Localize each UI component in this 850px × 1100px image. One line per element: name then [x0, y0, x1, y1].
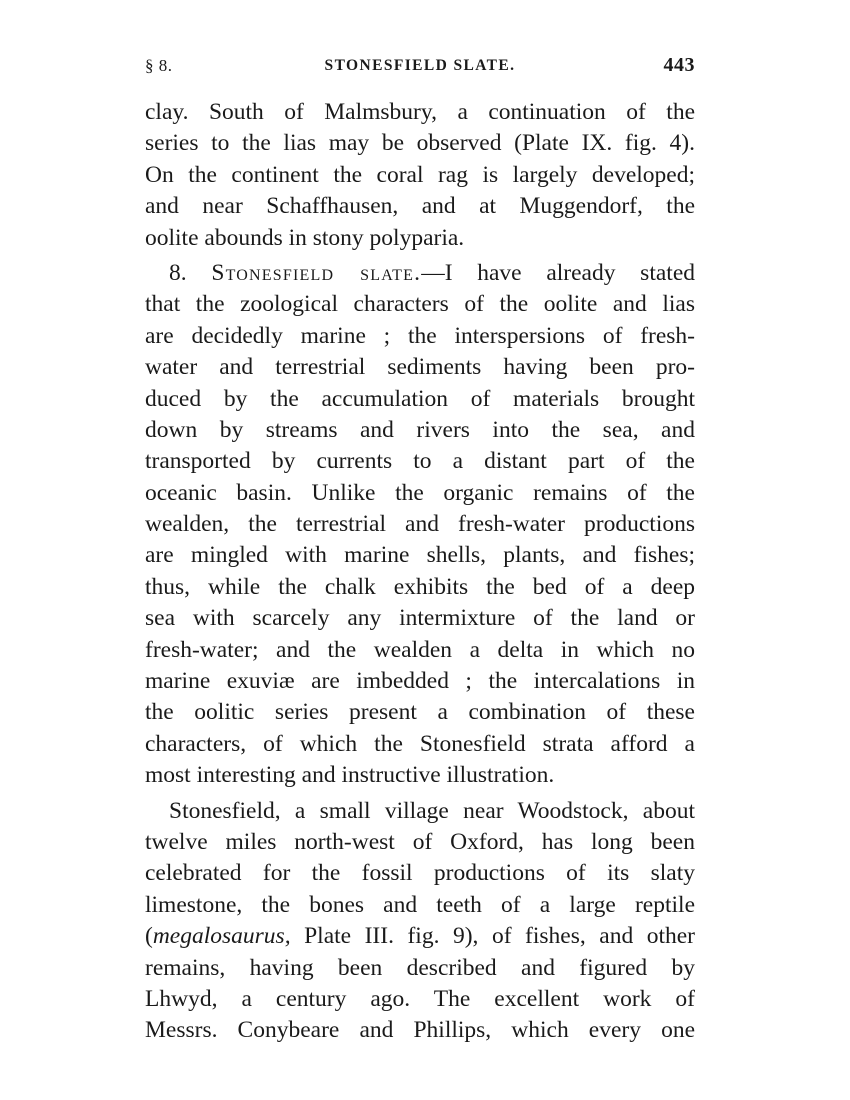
text-line: down by streams and rivers into the sea, and: [145, 416, 695, 443]
text-line: are decidedly marine ; the interspersions of fresh-: [145, 322, 695, 349]
body-text: [145, 97, 695, 1047]
text-line: Stonesfield, a small village near Woodstock, about: [169, 797, 695, 824]
text-line: are mingled with marine shells, plants, and fishes;: [145, 542, 695, 569]
text-line: wealden, the terrestrial and fresh-water productions: [145, 511, 695, 538]
running-title: STONESFIELD SLATE.: [324, 57, 516, 74]
text-line: limestone, the bones and teeth of a large reptile: [145, 891, 695, 918]
text-line: water and terrestrial sediments having been pro-: [145, 354, 695, 381]
section-marker: § 8.: [145, 56, 173, 75]
paragraph-stonesfield: [145, 796, 695, 1047]
text-line: remains, having been described and figured by: [145, 954, 695, 981]
text-line: On the continent the coral rag is largely developed;: [145, 161, 695, 188]
text-line: marine exuviæ are imbedded ; the intercalations in: [145, 668, 695, 695]
text-line: clay. South of Malmsbury, a continuation of the: [145, 99, 695, 125]
text-line: thus, while the chalk exhibits the bed of a deep: [145, 573, 695, 600]
text-line: that the zoological characters of the oolite and lias: [145, 291, 695, 318]
text-line: most interesting and instructive illustration.: [145, 762, 555, 789]
text-line: series to the lias may be observed (Plate IX. fig. 4).: [145, 130, 695, 157]
paragraph-section-8: [145, 258, 695, 792]
text-line: characters, of which the Stonesfield strata afford a: [145, 730, 695, 757]
text-line: transported by currents to a distant part of the: [145, 448, 695, 475]
text-fragment: Plate III. fig. 9), of fishes, and other: [290, 923, 695, 950]
text-line-italic: [145, 921, 695, 952]
text-line: fresh-water; and the wealden a delta in which no: [145, 636, 695, 663]
text-line: twelve miles north-west of Oxford, has long been: [145, 828, 695, 855]
section-heading: Stonesfield slate.: [211, 259, 422, 286]
genus-name: megalosaurus,: [152, 923, 291, 950]
paragraph-continuation: [145, 97, 695, 254]
text-line: oceanic basin. Unlike the organic remains of the: [145, 479, 695, 506]
running-head: [145, 56, 695, 80]
text-line: oolite abounds in stony polyparia.: [145, 224, 465, 251]
text-line: Messrs. Conybeare and Phillips, which every one: [145, 1017, 695, 1044]
text-fragment: —I have already stated: [421, 259, 695, 286]
section-heading-line: [145, 258, 695, 289]
open-paren: (: [145, 923, 153, 950]
text-line: and near Schaffhausen, and at Muggendorf, the: [145, 193, 695, 220]
text-line: celebrated for the fossil productions of its slaty: [145, 860, 695, 887]
text-line: duced by the accumulation of materials brought: [145, 385, 695, 412]
section-number: 8.: [169, 259, 187, 286]
text-line: the oolitic series present a combination of these: [145, 699, 695, 726]
text-line: sea with scarcely any intermixture of the land or: [145, 605, 695, 632]
page-number: 443: [663, 54, 695, 76]
text-line: Lhwyd, a century ago. The excellent work of: [145, 985, 695, 1012]
